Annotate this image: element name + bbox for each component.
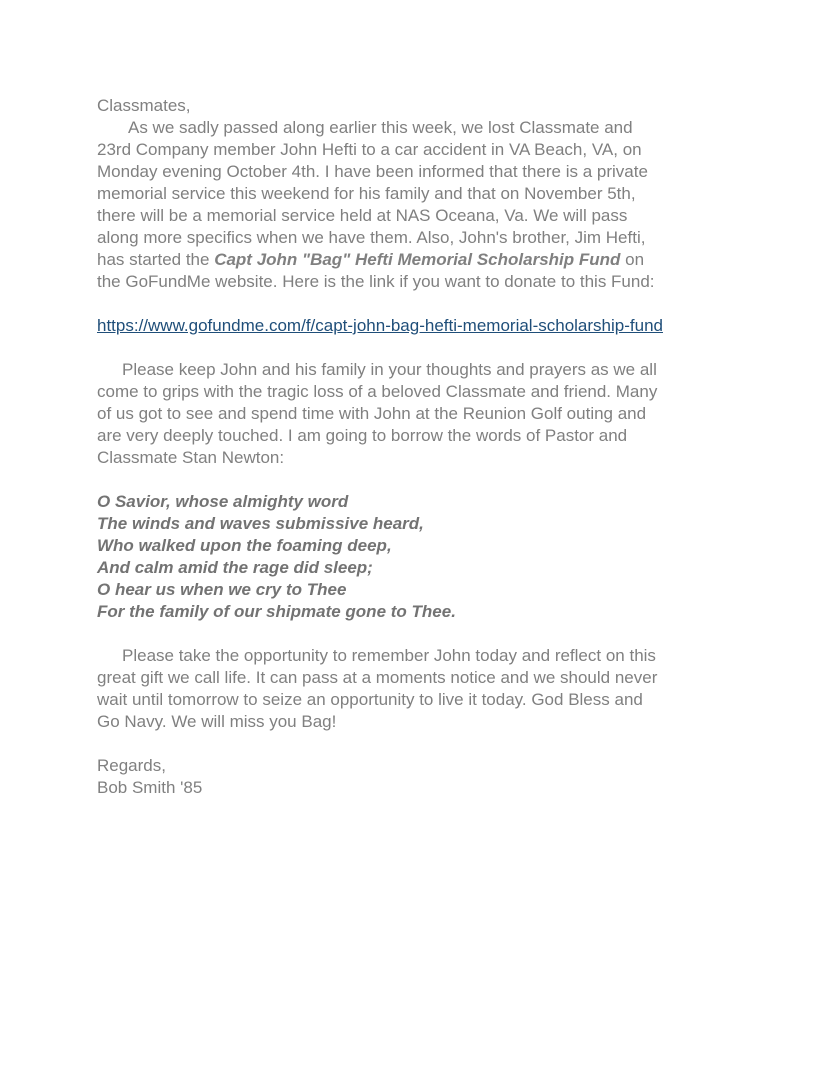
letter-line: As we sadly passed along earlier this week, we lost Classmate and [128,118,633,137]
link-paragraph [97,315,745,337]
poem-line: And calm amid the rage did sleep; [97,558,373,577]
letter-line: memorial service this weekend for his family and that on November 5th, [97,184,636,203]
paragraph-opening [97,95,745,293]
letter-line: Please keep John and his family in your thoughts and prayers as we all [122,360,657,379]
letter-line: Classmate Stan Newton: [97,448,285,467]
gofundme-link[interactable]: https://www.gofundme.com/f/capt-john-bag-hefti-memorial-scholarship-fund [97,316,663,335]
closing: Regards, [97,756,166,775]
letter-line: there will be a memorial service held at NAS Oceana, Va. We will pass [97,206,628,225]
poem-line: O Savior, whose almighty word [97,492,349,511]
letter-line: the GoFundMe website. Here is the link if you want to donate to this Fund: [97,272,655,291]
link-line [97,315,745,337]
signature: Bob Smith '85 [97,778,203,797]
fund-line-post: on [620,250,645,269]
fund-name-emphasis: Capt John "Bag" Hefti Memorial Scholarship Fund [214,250,621,269]
poem-line: O hear us when we cry to Thee [97,580,347,599]
poem-line: Who walked upon the foaming deep, [97,536,392,555]
paragraph-reflection [97,645,745,733]
poem-line: The winds and waves submissive heard, [97,514,424,533]
letter-line: are very deeply touched. I am going to borrow the words of Pastor and [97,426,628,445]
letter-line: Monday evening October 4th. I have been informed that there is a private [97,162,648,181]
salutation: Classmates, [97,96,191,115]
letter-line: Please take the opportunity to remember John today and reflect on this [122,646,656,665]
letter-line: along more specifics when we have them. Also, John's brother, Jim Hefti, [97,228,646,247]
letter-line: Go Navy. We will miss you Bag! [97,712,337,731]
signature-block [97,755,745,799]
letter-line: wait until tomorrow to seize an opportunity to live it today. God Bless and [97,690,643,709]
paragraph-condolence [97,359,745,469]
poem [97,491,745,623]
letter-line: come to grips with the tragic loss of a beloved Classmate and friend. Many [97,382,658,401]
poem-line: For the family of our shipmate gone to Thee. [97,602,456,621]
letter-line: of us got to see and spend time with John at the Reunion Golf outing and [97,404,647,423]
fund-sentence-line [97,249,745,271]
letter-line: 23rd Company member John Hefti to a car accident in VA Beach, VA, on [97,140,642,159]
letter-line: great gift we call life. It can pass at a moments notice and we should never [97,668,658,687]
fund-line-pre: has started the [97,250,215,269]
